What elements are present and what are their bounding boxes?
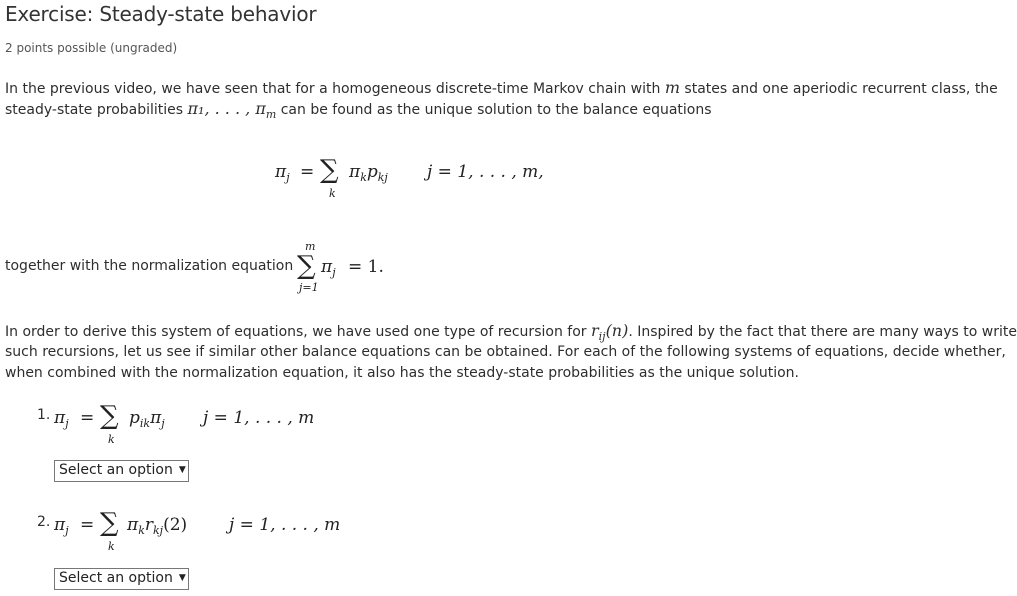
math-pi-range: π₁, . . . , π [187,99,266,118]
dropdown-arrow-icon: ▼ [178,465,186,475]
math-sub: m [265,108,277,121]
math-r: r [590,321,599,340]
sum-upper-limit: m [305,240,316,253]
intro-text: can be found as the unique solution to the balance equations [276,102,712,118]
balance-range: j = 1, . . . , m, [427,162,544,182]
question-equals: = [80,408,95,428]
body-line-3: when combined with the normalization equation, it also has the steady-state probabilities as the unique solution. [5,365,800,381]
intro-line-1 [5,77,998,100]
sum-lower-limit: j=1 [299,281,319,294]
math-arg: (n) [605,321,629,340]
math-var-m: m [664,78,680,97]
answer-select-2[interactable] [54,568,189,590]
math-sub: ij [598,330,606,343]
normalization-term: $\pi_j$ [321,257,336,279]
sigma-icon: ∑ [100,401,119,431]
sum-index: k [329,187,336,200]
balance-equals: = [300,162,315,182]
balance-term: $\pi_kp_{kj}$ [349,162,388,184]
page-title: Exercise: Steady-state behavior [5,2,317,26]
body-text: . Inspired by the fact that there are many ways to write [628,324,1017,340]
question-range: j = 1, . . . , m [203,408,315,428]
question-range: j = 1, . . . , m [229,515,341,535]
question-number: 2. [37,514,51,530]
question-equals: = [80,515,95,535]
intro-text: In the previous video, we have seen that for a homogeneous discrete-time Markov chain with [5,81,665,97]
normalization-rhs: = 1. [348,257,384,277]
question-term: $\pi_kr_{kj}(2)$ [127,515,188,537]
intro-line-2 [5,98,712,121]
question-number: 1. [37,407,51,423]
body-text: In order to derive this system of equations, we have used one type of recursion for [5,324,591,340]
points-label: 2 points possible (ungraded) [5,41,178,55]
answer-select-1[interactable] [54,460,189,482]
question-lhs: $\pi_j$ [54,408,69,430]
body-line-1 [5,320,1017,343]
question-lhs: $\pi_j$ [54,515,69,537]
dropdown-arrow-icon: ▼ [178,573,186,583]
question-term: $p_{ik}\pi_j$ [129,408,165,430]
normalization-text: together with the normalization equation [5,258,294,274]
sigma-icon: ∑ [100,508,119,538]
sum-index: k [108,433,115,446]
balance-lhs: $\pi_j$ [275,162,290,184]
select-label: Select an option [59,570,173,586]
sigma-icon: ∑ [320,155,339,185]
body-line-2: such recursions, let us see if similar other balance equations can be obtained. For each of the following systems of equations, decide whether, [5,344,1006,360]
select-label: Select an option [59,462,173,478]
sum-index: k [108,540,115,553]
intro-text: states and one aperiodic recurrent class, the [679,81,998,97]
sigma-icon: ∑ [297,251,316,281]
intro-text: steady-state probabilities [5,102,188,118]
